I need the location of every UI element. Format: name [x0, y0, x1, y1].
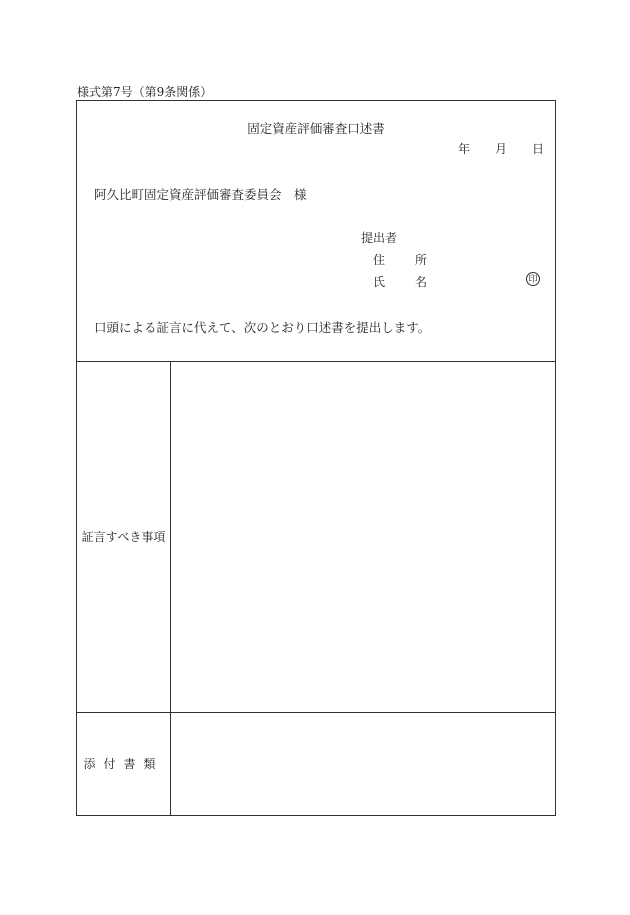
- attachments-label: 添付書類: [83, 757, 164, 771]
- testimony-label: 証言すべき事項: [81, 530, 166, 544]
- form-number: 様式第7号（第9条関係）: [77, 85, 213, 99]
- name-label: 氏 名: [373, 275, 437, 289]
- testimony-row: [77, 361, 555, 713]
- document-title: 固定資産評価審査口述書: [247, 121, 385, 136]
- date-day-label: 日: [532, 142, 545, 156]
- attachments-label-cell: [77, 712, 171, 815]
- addressee: 阿久比町固定資産評価審査委員会 様: [94, 187, 307, 202]
- testimony-label-cell: [77, 361, 171, 712]
- statement-text: 口頭による証言に代えて、次のとおり口述書を提出します。: [94, 320, 431, 335]
- header-section: [77, 101, 555, 362]
- testimony-content-field[interactable]: [171, 361, 555, 712]
- form-frame: [76, 100, 556, 816]
- date-year-label: 年: [458, 142, 471, 156]
- seal-icon: 印: [526, 272, 540, 286]
- attachments-content-field[interactable]: [171, 712, 555, 815]
- attachments-row: [77, 712, 555, 815]
- date-month-label: 月: [495, 142, 508, 156]
- submitter-heading: 提出者: [361, 231, 398, 245]
- address-label: 住 所: [373, 253, 437, 267]
